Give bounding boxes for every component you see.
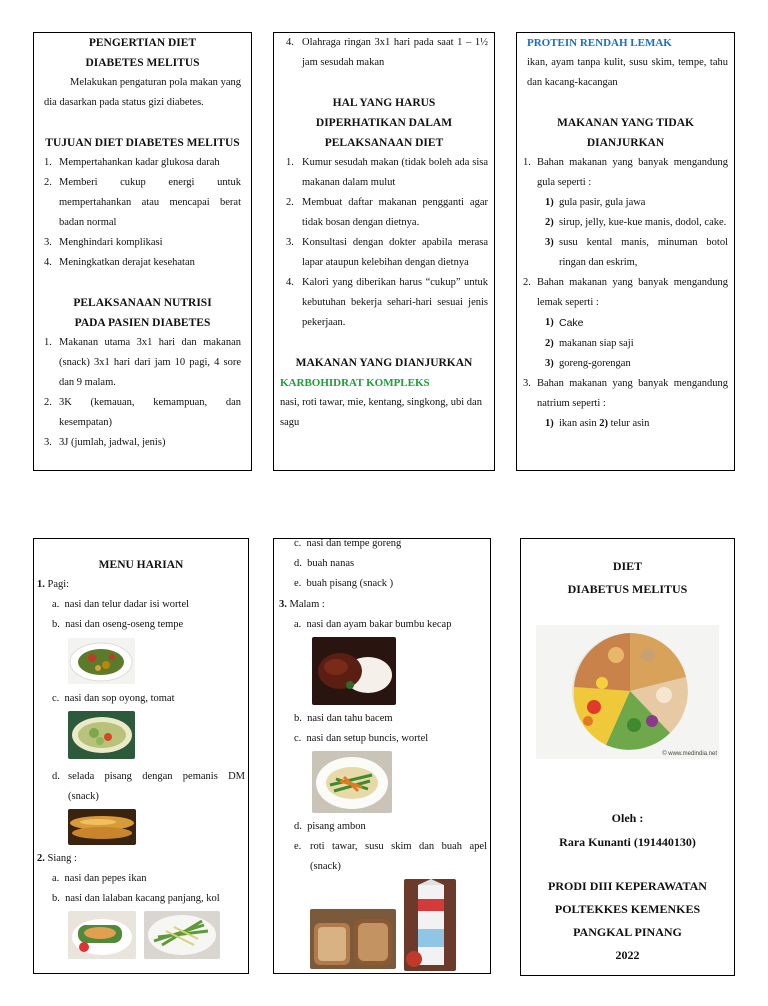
menu-item: a. nasi dan pepes ikan — [52, 873, 147, 884]
menu-item: d. buah nanas — [294, 558, 355, 569]
ayam-bakar-photo — [312, 637, 396, 705]
susu-skim-photo — [404, 879, 456, 971]
menu-item: b. nasi dan tahu bacem — [294, 713, 393, 724]
food-plate-illustration — [536, 625, 719, 759]
list-item: 1. Bahan makanan yang banyak mengandung gula seperti : — [523, 157, 728, 188]
menu-item: c. nasi dan sop oyong, tomat — [52, 693, 175, 704]
city-text: PANGKAL PINANG — [573, 925, 682, 939]
pagi-label: 1. Pagi: — [37, 579, 70, 590]
panel-pengertian — [33, 32, 252, 471]
protein-text: ikan, ayam tanpa kulit, susu skim, tempe, tahu dan kacang-kacangan — [527, 57, 728, 88]
menu-item: a. nasi dan telur dadar isi wortel — [52, 599, 190, 610]
list-item: 2. Memberi cukup energi untuk mempertahankan atau mencapai berat badan normal — [44, 177, 241, 228]
oleh-label: Oleh : — [611, 811, 644, 825]
setup-buncis-photo — [312, 751, 392, 813]
prodi-text: PRODI DIII KEPERAWATAN — [548, 879, 707, 893]
malam-label: 3. Malam : — [279, 599, 325, 610]
roti-tawar-photo — [310, 909, 396, 969]
menu-title: MENU HARIAN — [98, 559, 184, 571]
tidak-dianjurkan-list — [523, 153, 728, 434]
menu-item: c. nasi dan setup buncis, wortel — [294, 733, 429, 744]
sub-item: 1) ikan asin 2) telur asin — [545, 418, 650, 429]
panel-menu-lanjutan — [273, 538, 491, 974]
list-item: 3. Menghindari komplikasi — [44, 237, 163, 248]
author-name: Rara Kunanti (191440130) — [559, 835, 696, 849]
list-item: 3. Bahan makanan yang banyak mengandung natrium seperti : — [523, 378, 728, 409]
list-item: 1. Mempertahankan kadar glukosa darah — [44, 157, 220, 168]
pengertian-text: Melakukan pengaturan pola makan yang dia dasarkan pada status gizi diabetes. — [44, 77, 241, 108]
list-item: 3. 3J (jumlah, jadwal, jenis) — [44, 437, 166, 448]
hal-title: HAL YANG HARUS DIPERHATIKAN DALAM PELAKSANAAN DIET — [315, 97, 453, 149]
menu-item: b. nasi dan lalaban kacang panjang, kol — [52, 893, 220, 904]
list-item: 4. Olahraga ringan 3x1 hari pada saat 1 – 1½ jam sesudah makan — [286, 37, 488, 68]
cover-diet: DIET — [612, 559, 643, 573]
pelaksanaan-list — [44, 333, 241, 453]
sub-item: 3) susu kental manis, minuman botol ringan dan eskrim, — [545, 237, 728, 268]
menu-item: e. roti tawar, susu skim dan buah apel (snack) — [294, 841, 487, 872]
hal-list — [280, 153, 488, 333]
list-item: 2. Bahan makanan yang banyak mengandung lemak seperti : — [523, 277, 728, 308]
pelaksanaan-title: PELAKSANAAN NUTRISI PADA PASIEN DIABETES — [73, 297, 212, 329]
item-4-list — [280, 33, 488, 73]
karbohidrat-text: nasi, roti tawar, mie, kentang, singkong, ubi dan sagu — [280, 397, 482, 428]
sub-item: 2) sirup, jelly, kue-kue manis, dodol, cake. — [545, 217, 727, 228]
tidak-dianjurkan-title: MAKANAN YANG TIDAK DIANJURKAN — [557, 117, 694, 149]
food-pyramid-photo — [536, 625, 719, 759]
panel-cover — [520, 538, 735, 976]
siang-label: 2. Siang : — [37, 853, 77, 864]
selada-pisang-photo — [68, 809, 136, 845]
dianjurkan-title: MAKANAN YANG DIANJURKAN — [295, 357, 473, 369]
lalaban-photo — [144, 911, 220, 959]
list-item: 2. 3K (kemauan, kemampuan, dan kesempatan) — [44, 397, 241, 428]
panel-menu-harian — [33, 538, 249, 974]
tujuan-title: TUJUAN DIET DIABETES MELITUS — [45, 137, 240, 149]
menu-item: d. pisang ambon — [294, 821, 366, 832]
karbohidrat-title: KARBOHIDRAT KOMPLEKS — [280, 377, 430, 389]
list-item: 3. Konsultasi dengan dokter apabila merasa lapar ataupun kelebihan dengan dietnya — [286, 237, 488, 268]
menu-item: a. nasi dan ayam bakar bumbu kecap — [294, 619, 452, 630]
list-item: 1. Makanan utama 3x1 hari dan makanan (snack) 3x1 hari dari jam 10 pagi, 4 sore dan 9 malam. — [44, 337, 241, 388]
protein-title: PROTEIN RENDAH LEMAK — [527, 37, 672, 49]
list-item: 4. Meningkatkan derajat kesehatan — [44, 257, 195, 268]
cover-title: DIABETUS MELITUS — [567, 582, 688, 596]
pengertian-title: PENGERTIAN DIET DIABETES MELITUS — [85, 37, 200, 69]
panel-hal-diperhatikan — [273, 32, 495, 471]
menu-item: e. buah pisang (snack ) — [294, 578, 394, 589]
poltekkes-text: POLTEKKES KEMENKES — [554, 902, 701, 916]
menu-item: d. selada pisang dengan pemanis DM (snack) — [52, 771, 245, 802]
sub-item: 1) Cake — [545, 317, 584, 329]
menu-item: c. nasi dan tempe goreng — [294, 538, 402, 549]
list-item: 1. Kumur sesudah makan (tidak boleh ada sisa makanan dalam mulut — [286, 157, 488, 188]
sub-item: 3) goreng-gorengan — [545, 358, 631, 369]
watermark-text: © www.medindia.net — [662, 751, 717, 757]
sop-oyong-photo — [68, 711, 135, 759]
menu-item: b. nasi dan oseng-oseng tempe — [52, 619, 184, 630]
sub-item: 1) gula pasir, gula jawa — [545, 197, 646, 208]
year-text: 2022 — [615, 948, 640, 962]
sub-item: 2) makanan siap saji — [545, 338, 634, 349]
oseng-tempe-photo — [68, 638, 135, 684]
panel-tidak-dianjurkan — [516, 32, 735, 471]
tujuan-list — [44, 153, 241, 273]
pepes-ikan-photo — [68, 911, 136, 959]
list-item: 2. Membuat daftar makanan pengganti agar tidak bosan dengan dietnya. — [286, 197, 488, 228]
list-item: 4. Kalori yang diberikan harus “cukup” untuk kebutuhan bekerja sehari-hari sesuai jenis pekerjaan. — [286, 277, 488, 328]
